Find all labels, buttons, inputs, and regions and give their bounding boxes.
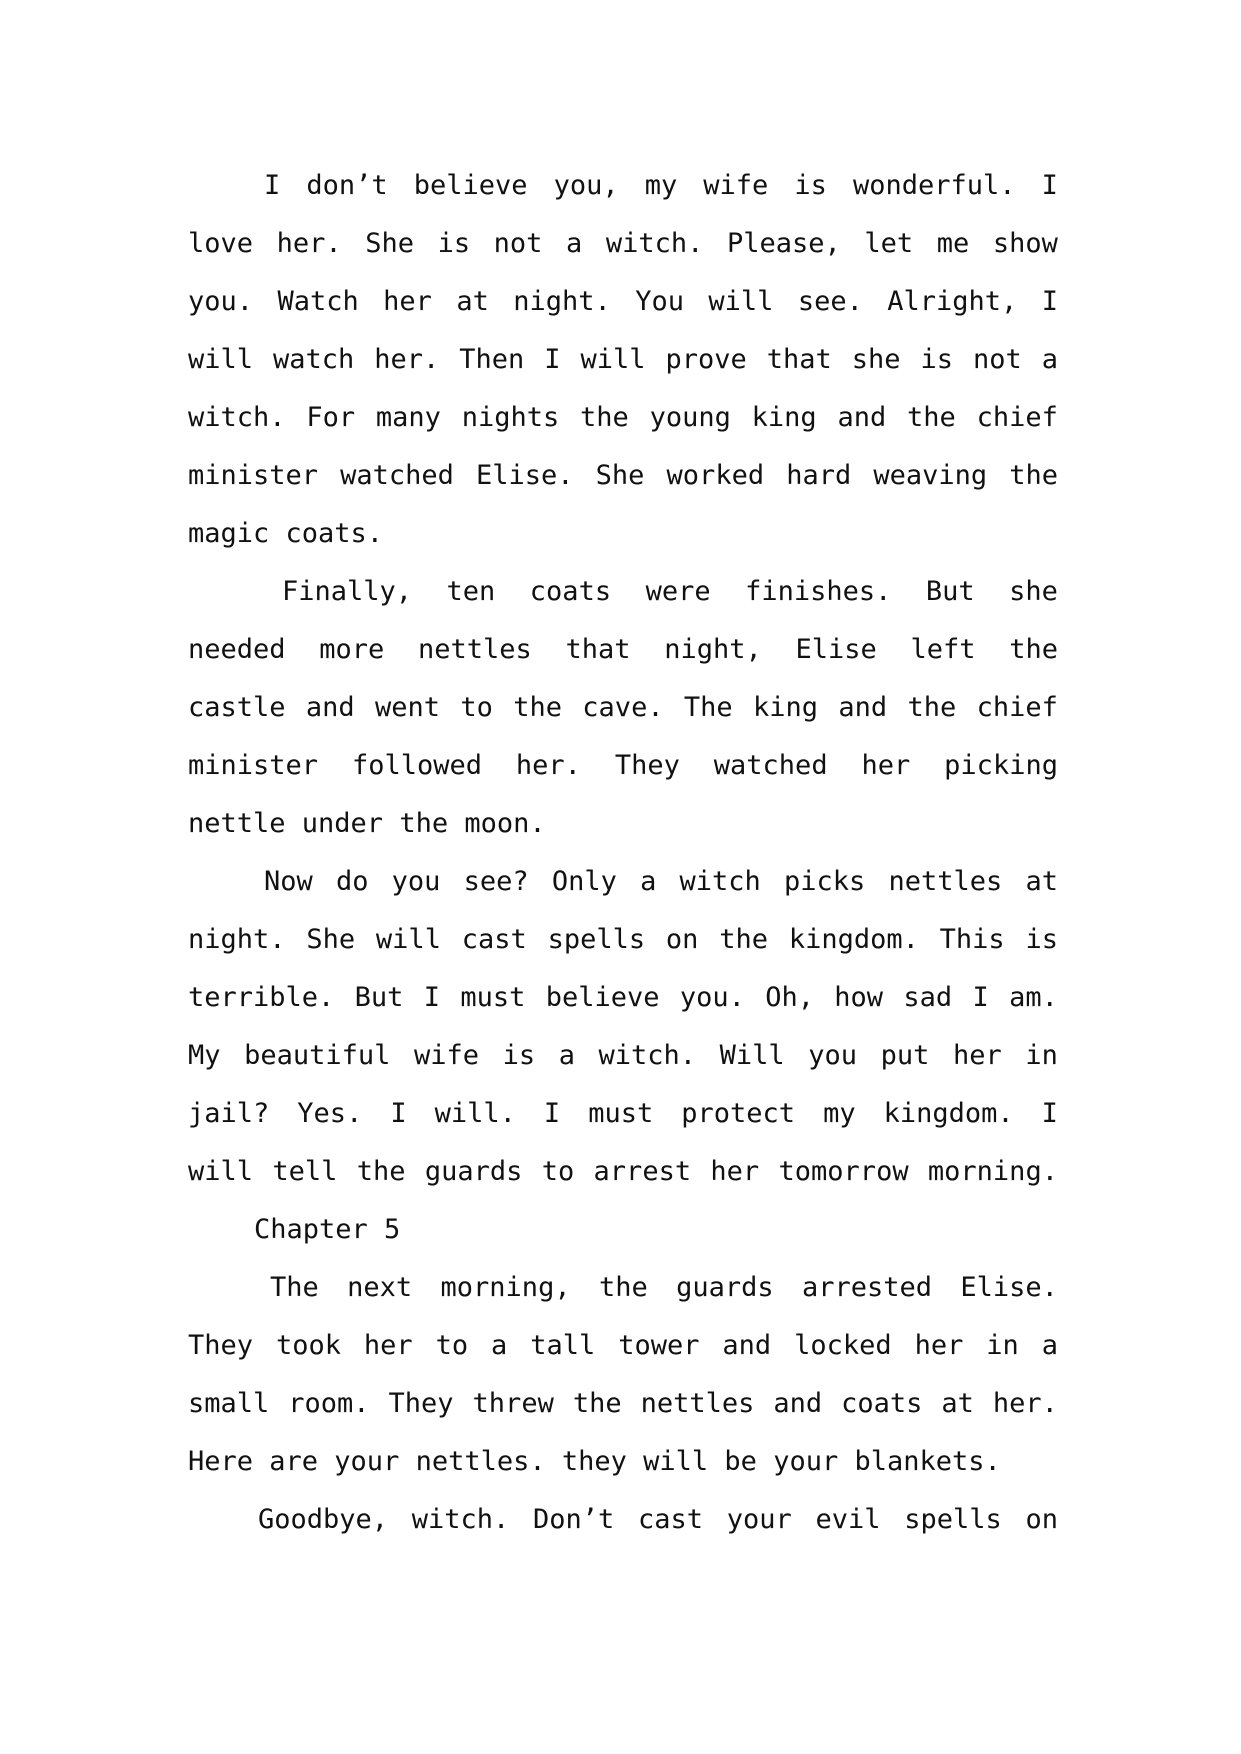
text-line xyxy=(188,1027,1058,1085)
text-line xyxy=(188,1491,1058,1549)
text-line xyxy=(188,853,1058,911)
text-line xyxy=(188,389,1058,447)
line-text: The next morning, the guards arrested Elise. xyxy=(270,1272,1058,1303)
line-text: terrible. But I must believe you. Oh, how sad I am. xyxy=(188,982,1058,1013)
line-text: minister watched Elise. She worked hard weaving the xyxy=(188,460,1058,491)
text-line xyxy=(188,1143,1058,1201)
line-text: needed more nettles that night, Elise left the xyxy=(188,634,1058,665)
line-text: Finally, ten coats were finishes. But she xyxy=(282,576,1058,607)
text-line xyxy=(188,1375,1058,1433)
text-line xyxy=(188,273,1058,331)
text-line xyxy=(188,621,1058,679)
line-text: My beautiful wife is a witch. Will you put her in xyxy=(188,1040,1058,1071)
text-line xyxy=(188,737,1058,795)
text-line xyxy=(188,969,1058,1027)
line-text: Chapter 5 xyxy=(254,1214,401,1245)
text-line xyxy=(188,447,1058,505)
line-text: Now do you see? Only a witch picks nettles at xyxy=(264,866,1058,897)
line-text: will watch her. Then I will prove that she is not a xyxy=(188,344,1058,375)
text-line xyxy=(188,1433,1058,1491)
line-text: witch. For many nights the young king and the chief xyxy=(188,402,1058,433)
line-text: nettle under the moon. xyxy=(188,808,546,839)
text-line xyxy=(188,795,1058,853)
text-line xyxy=(188,911,1058,969)
line-text: Here are your nettles. they will be your blankets. xyxy=(188,1446,1001,1477)
line-text: small room. They threw the nettles and coats at her. xyxy=(188,1388,1058,1419)
text-line xyxy=(188,215,1058,273)
text-line xyxy=(188,505,1058,563)
line-text: They took her to a tall tower and locked her in a xyxy=(188,1330,1058,1361)
text-line xyxy=(188,1201,1058,1259)
text-line xyxy=(188,679,1058,737)
text-line xyxy=(188,331,1058,389)
text-line xyxy=(188,1317,1058,1375)
line-text: I don’t believe you, my wife is wonderful. I xyxy=(264,170,1058,201)
body-text xyxy=(188,157,1058,1549)
text-line xyxy=(188,157,1058,215)
text-line xyxy=(188,1259,1058,1317)
line-text: magic coats. xyxy=(188,518,384,549)
line-text: jail? Yes. I will. I must protect my kingdom. I xyxy=(188,1098,1058,1129)
line-text: minister followed her. They watched her picking xyxy=(188,750,1058,781)
text-line xyxy=(188,563,1058,621)
text-line xyxy=(188,1085,1058,1143)
line-text: love her. She is not a witch. Please, let me show xyxy=(188,228,1058,259)
line-text: will tell the guards to arrest her tomorrow morning. xyxy=(188,1156,1058,1187)
line-text: Goodbye, witch. Don’t cast your evil spells on xyxy=(258,1504,1058,1535)
line-text: you. Watch her at night. You will see. Alright, I xyxy=(188,286,1058,317)
line-text: night. She will cast spells on the kingdom. This is xyxy=(188,924,1058,955)
line-text: castle and went to the cave. The king and the chief xyxy=(188,692,1058,723)
